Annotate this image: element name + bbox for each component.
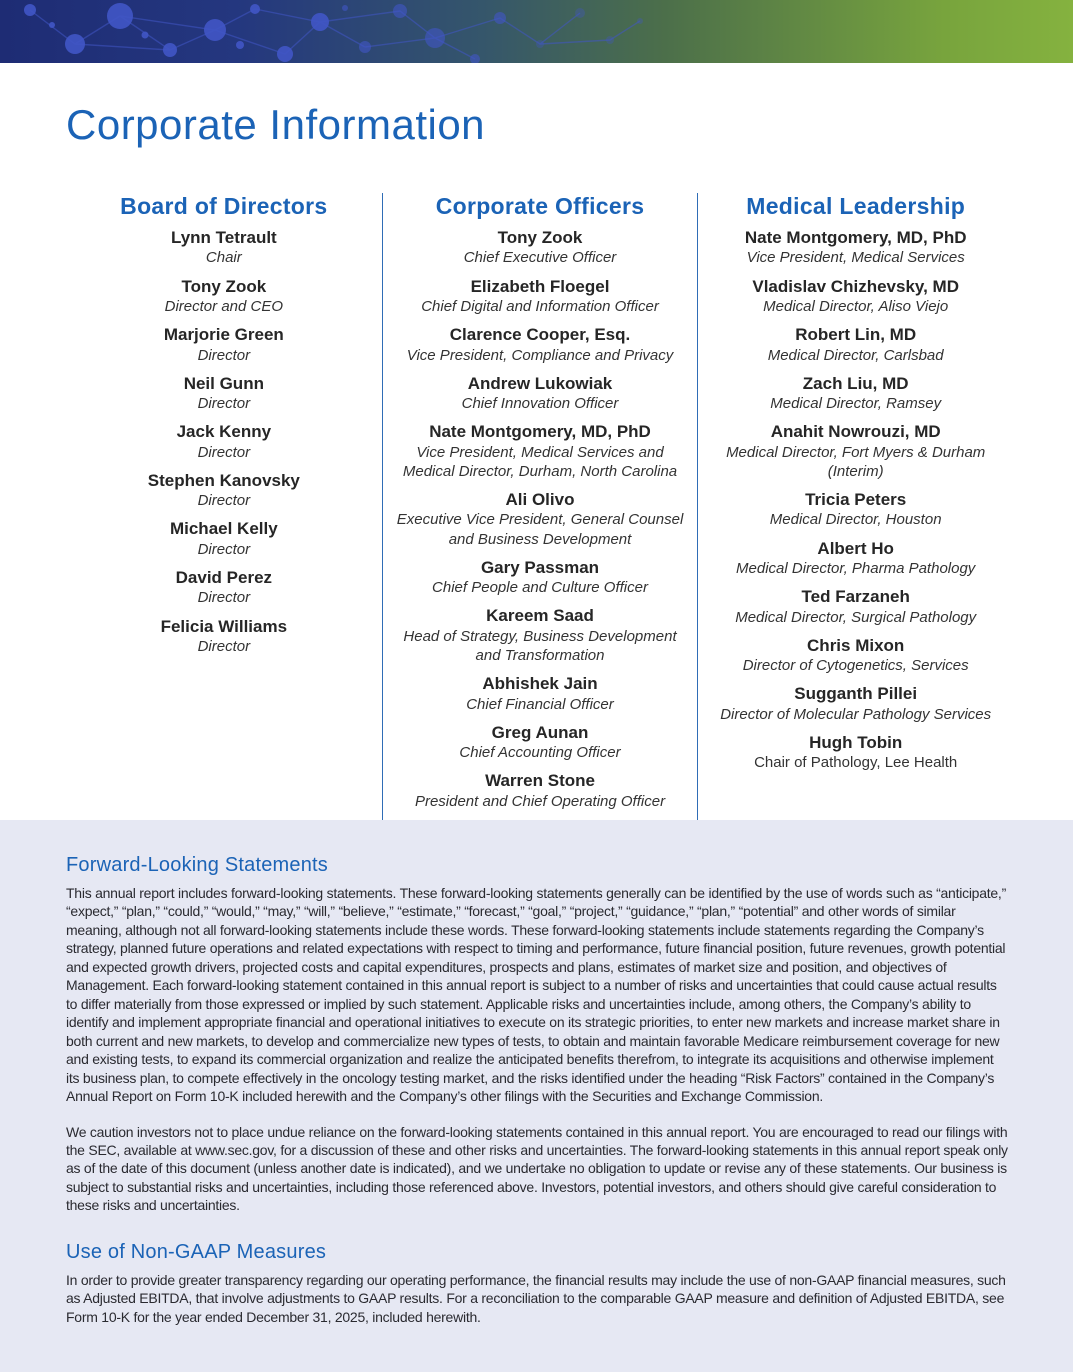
person-title: Director [197, 395, 251, 413]
person-title: Director [197, 540, 251, 558]
person-title: Director of Cytogenetics, Services [742, 657, 969, 675]
person-name: Gary Passman [480, 557, 600, 577]
person-title: Director [197, 492, 251, 510]
forward-looking-statements-body [66, 884, 1009, 1215]
person-name: Abhishek Jain [482, 674, 598, 694]
person-name: Michael Kelly [169, 519, 278, 539]
person-entry [397, 277, 684, 317]
leadership-columns [66, 193, 1013, 820]
person-name: Greg Aunan [491, 722, 589, 742]
person-entry [712, 277, 999, 317]
person-title: Medical Director, Houston [769, 511, 942, 529]
person-name: Sugganth Pillei [794, 684, 918, 704]
page-title: Corporate Information [66, 101, 486, 148]
person-name: Ali Olivo [505, 490, 575, 510]
person-name: Anahit Nowrouzi, MD [770, 422, 941, 442]
person-name: Vladislav Chizhevsky, MD [752, 276, 959, 296]
person-entry [80, 277, 368, 317]
non-gaap-measures-section [66, 1241, 1009, 1326]
person-title: Director [197, 638, 251, 656]
person-title: Director [197, 346, 251, 364]
person-entry [397, 490, 684, 549]
medical-leadership-heading: Medical Leadership [746, 193, 966, 219]
person-title: Chief People and Culture Officer [432, 579, 648, 597]
header-band [0, 0, 1073, 63]
person-entry [712, 587, 999, 627]
person-title: Medical Director, Pharma Pathology [736, 560, 976, 578]
person-name: Nate Montgomery, MD, PhD [429, 422, 651, 442]
person-entry [397, 674, 684, 714]
column-medical-leadership [697, 193, 1013, 820]
person-entry [397, 771, 684, 811]
person-entry [712, 684, 999, 724]
person-entry [712, 228, 999, 268]
person-entry [397, 606, 684, 665]
person-name: Andrew Lukowiak [467, 373, 613, 393]
person-entry [80, 568, 368, 608]
person-entry [80, 374, 368, 414]
person-title: Vice President, Medical Services [746, 249, 965, 267]
person-title: Director [197, 589, 251, 607]
person-title: Executive Vice President, General Counsel and Business Development [396, 511, 684, 548]
person-entry [712, 374, 999, 414]
person-name: Stephen Kanovsky [147, 470, 300, 490]
person-entry [397, 325, 684, 365]
person-entry [712, 636, 999, 676]
person-name: Elizabeth Floegel [470, 276, 610, 296]
person-title: President and Chief Operating Officer [414, 792, 666, 810]
person-entry [712, 539, 999, 579]
person-title: Chief Digital and Information Officer [421, 297, 659, 315]
board-of-directors-list [80, 228, 368, 656]
person-name: Zach Liu, MD [802, 373, 909, 393]
molecule-network-icon [0, 0, 700, 63]
person-name: Tony Zook [497, 228, 583, 247]
person-entry [80, 519, 368, 559]
person-name: Nate Montgomery, MD, PhD [744, 228, 967, 247]
person-name: Robert Lin, MD [795, 325, 917, 345]
corporate-officers-list [397, 228, 684, 811]
person-entry [80, 422, 368, 462]
legal-footer [0, 820, 1073, 1372]
person-name: Marjorie Green [163, 325, 284, 345]
column-corporate-officers [382, 193, 698, 820]
person-entry [712, 733, 999, 773]
person-title: Vice President, Compliance and Privacy [406, 346, 674, 364]
person-name: Hugh Tobin [809, 732, 903, 752]
corporate-officers-heading: Corporate Officers [435, 193, 645, 219]
forward-looking-statements-section [66, 854, 1009, 1215]
person-entry [80, 228, 368, 268]
person-name: Chris Mixon [807, 635, 905, 655]
board-of-directors-heading: Board of Directors [120, 193, 328, 219]
person-title: Head of Strategy, Business Development and Transformation [403, 627, 677, 664]
legal-paragraph: We caution investors not to place undue reliance on the forward-looking statements contained in this annual report. You are encouraged to read our filings with the SEC, available at www.sec.gov, for a discussion of these and other risks and uncertainties. The forward-looking statements in this annual report speak only as of the date of this document (unless another date is indicated), and we undertake no obligation to update or revise any of these statements. Our business is subject to substantial risks and uncertainties, including those referenced above. Investors, potential investors, and others should give careful consideration to these risks and uncertainties. [66, 1123, 1008, 1214]
person-name: Lynn Tetrault [170, 228, 277, 247]
person-entry [397, 558, 684, 598]
medical-leadership-list [712, 228, 999, 773]
person-name: Neil Gunn [183, 373, 264, 393]
column-board-of-directors [66, 193, 382, 820]
person-title: Medical Director, Aliso Viejo [763, 297, 949, 315]
person-title: Chief Financial Officer [466, 695, 614, 713]
person-entry [397, 422, 684, 481]
person-name: Clarence Cooper, Esq. [449, 325, 631, 345]
person-entry [712, 422, 999, 481]
person-name: Warren Stone [485, 771, 595, 791]
person-name: David Perez [175, 568, 273, 588]
forward-looking-statements-heading: Forward-Looking Statements [66, 853, 328, 876]
person-title: Medical Director, Ramsey [770, 395, 942, 413]
person-name: Ted Farzaneh [801, 587, 910, 607]
person-name: Tricia Peters [805, 490, 907, 510]
person-entry [80, 325, 368, 365]
person-entry [712, 325, 999, 365]
person-entry [80, 471, 368, 511]
person-entry [397, 374, 684, 414]
person-title: Chief Innovation Officer [461, 395, 619, 413]
legal-paragraph: This annual report includes forward-looking statements. These forward-looking statements generally can be identified by the use of words such as “anticipate,” “expect,” “plan,” “could,” “would,” “may,” “will,” “believe,” “estimate,” “forecast,” “goal,” “project,” “guidance,” “plan,” “potential” and other words of similar meaning, although not all forward-looking statements include these words. These forward-looking statements include statements regarding the Company’s strategy, planned future operations and related expectations with respect to timing and performance, future financial position, future revenues, growth potential and expected growth drivers, projected costs and capital expenditures, prospects and plans, estimates of market size and position, and objectives of Management. Each forward-looking statement contained in this annual report is subject to a number of risks and uncertainties that could cause actual results to differ materially from those expressed or implied by such statement. Applicable risks and uncertainties include, among others, the Company’s ability to identify and implement appropriate financial and operational initiatives to execute on its strategic priorities, to enter new markets and increase market share in both current and new markets, to develop and commercialize new types of tests, to obtain and maintain favorable Medicare reimbursement coverage for new and existing tests, to expand its commercial organization and realize the anticipated benefits therefrom, to integrate its acquisitions and otherwise implement its business plan, to compete effectively in the oncology testing market, and the risks identified under the heading “Risk Factors” contained in the Company’s Annual Report on Form 10-K included herewith and the Company’s other filings with the Securities and Exchange Commission. [66, 884, 1006, 1105]
person-name: Kareem Saad [486, 606, 594, 626]
person-title: Medical Director, Surgical Pathology [735, 608, 977, 626]
person-title: Chief Accounting Officer [459, 744, 621, 762]
person-title: Medical Director, Fort Myers & Durham (Interim) [726, 443, 986, 480]
legal-paragraph: In order to provide greater transparency regarding our operating performance, the financial results may include the use of non-GAAP financial measures, such as Adjusted EBITDA, that involve adjustments to GAAP results. For a reconciliation to the comparable GAAP measure and definition of Adjusted EBITDA, see Form 10-K for the year ended December 31, 2025, included herewith. [66, 1271, 1006, 1325]
person-title: Director of Molecular Pathology Services [720, 705, 992, 723]
person-name: Felicia Williams [160, 616, 288, 636]
person-title: Medical Director, Carlsbad [767, 346, 944, 364]
non-gaap-measures-heading: Use of Non-GAAP Measures [66, 1240, 327, 1263]
person-name: Albert Ho [817, 538, 894, 558]
non-gaap-measures-body [66, 1271, 1009, 1326]
person-title: Chief Executive Officer [463, 249, 617, 267]
person-entry [397, 228, 684, 268]
person-name: Jack Kenny [176, 422, 272, 442]
person-title: Chair [205, 249, 242, 267]
person-entry [80, 617, 368, 657]
person-title: Chair of Pathology, Lee Health [754, 754, 958, 772]
person-title: Vice President, Medical Services and Medical Director, Durham, North Carolina [402, 443, 678, 480]
person-title: Director and CEO [164, 297, 284, 315]
person-entry [397, 723, 684, 763]
person-name: Tony Zook [181, 276, 267, 296]
person-title: Director [197, 443, 251, 461]
person-entry [712, 490, 999, 530]
